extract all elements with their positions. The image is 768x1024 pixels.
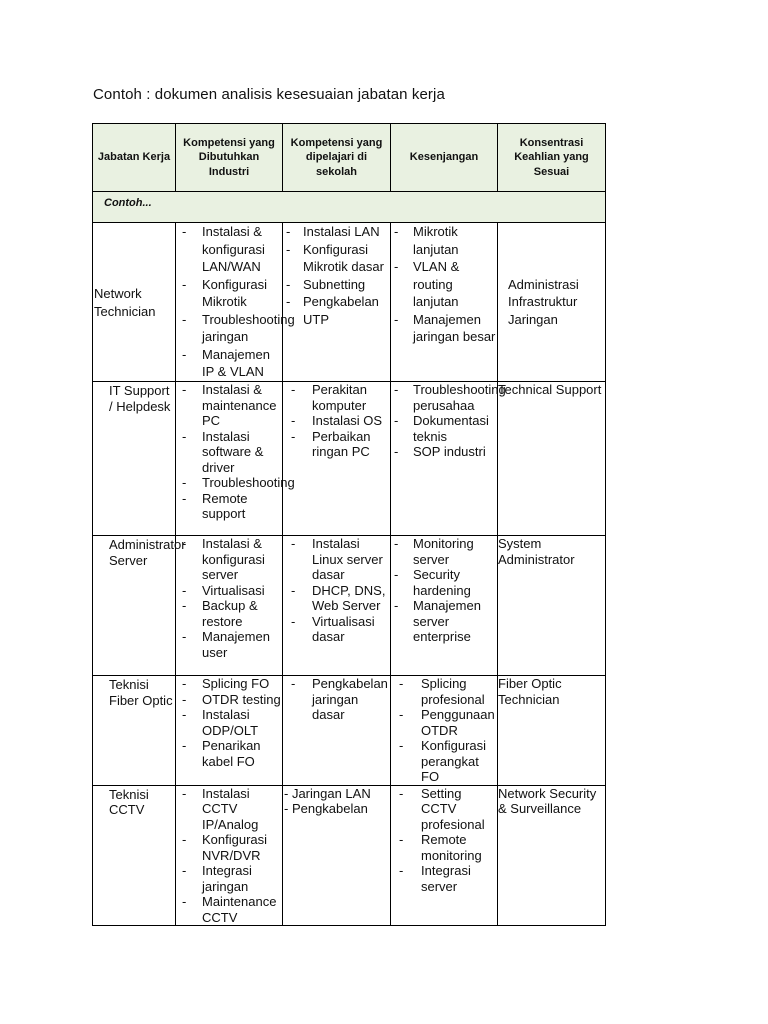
list-item: - Dokumentasi teknis bbox=[391, 413, 497, 444]
konsentrasi-cell: System Administrator bbox=[498, 536, 606, 676]
kesenjangan-cell bbox=[391, 536, 498, 676]
table-row bbox=[93, 536, 606, 676]
table-row bbox=[93, 676, 606, 786]
list-item: - Pengkabelan jaringan dasar bbox=[283, 676, 390, 723]
konsentrasi-cell: Administrasi Infrastruktur Jaringan bbox=[498, 223, 606, 382]
list-item: - Konfigurasi Mikrotik bbox=[176, 276, 282, 311]
jabatan-cell: Teknisi Fiber Optic bbox=[93, 676, 176, 786]
list-item: - Virtualisasi dasar bbox=[283, 614, 390, 645]
list-item: - Monitoring server bbox=[391, 536, 497, 567]
list-item: - Instalasi & konfigurasi server bbox=[176, 536, 282, 583]
sekolah-cell bbox=[283, 382, 391, 536]
list-item: - SOP industri bbox=[391, 444, 497, 460]
list-item: - Backup & restore bbox=[176, 598, 282, 629]
list-item: - Instalasi & maintenance PC bbox=[176, 382, 282, 429]
document-caption: Contoh : dokumen analisis kesesuaian jabatan kerja bbox=[93, 86, 445, 103]
list-item: - Perakitan komputer bbox=[283, 382, 390, 413]
list-item: - Security hardening bbox=[391, 567, 497, 598]
list-item: - Manajemen user bbox=[176, 629, 282, 660]
kesenjangan-cell bbox=[391, 676, 498, 786]
table-row bbox=[93, 382, 606, 536]
sekolah-cell bbox=[283, 676, 391, 786]
list-item: - Manajemen server enterprise bbox=[391, 598, 497, 645]
jabatan-cell: IT Support / Helpdesk bbox=[93, 382, 176, 536]
header-kompetensi-industri: Kompetensi yang Dibutuhkan Industri bbox=[176, 124, 283, 192]
list-item: - Instalasi Linux server dasar bbox=[283, 536, 390, 583]
plain-line: - Jaringan LAN bbox=[284, 785, 371, 801]
list-item: - Instalasi software & driver bbox=[176, 429, 282, 476]
table-row bbox=[93, 785, 606, 926]
list-item: - Manajemen IP & VLAN bbox=[176, 346, 282, 381]
list-item: - Instalasi CCTV IP/Analog bbox=[176, 786, 282, 833]
header-jabatan: Jabatan Kerja bbox=[93, 124, 176, 192]
list-item: - Instalasi ODP/OLT bbox=[176, 707, 282, 738]
list-item: - Subnetting bbox=[283, 276, 390, 294]
list-item: - Setting CCTV profesional bbox=[391, 786, 497, 833]
list-item: - Splicing FO bbox=[176, 676, 282, 692]
list-item: - Remote monitoring bbox=[391, 832, 497, 863]
industri-cell bbox=[176, 536, 283, 676]
list-item: - Troubleshooting jaringan bbox=[176, 311, 282, 346]
list-item: - Instalasi LAN bbox=[283, 223, 390, 241]
list-item: - Mikrotik lanjutan bbox=[391, 223, 497, 258]
list-item: - Perbaikan ringan PC bbox=[283, 429, 390, 460]
list-item: - Troubleshooting bbox=[176, 475, 282, 491]
list-item: - Manajemen jaringan besar bbox=[391, 311, 497, 346]
list-item: - Konfigurasi NVR/DVR bbox=[176, 832, 282, 863]
list-item: - Integrasi jaringan bbox=[176, 863, 282, 894]
list-item: - DHCP, DNS, Web Server bbox=[283, 583, 390, 614]
jabatan-cell: Teknisi CCTV bbox=[93, 785, 176, 926]
konsentrasi-cell: Technical Support bbox=[498, 382, 606, 536]
job-analysis-table bbox=[92, 123, 606, 926]
sekolah-cell bbox=[283, 223, 391, 382]
industri-cell bbox=[176, 785, 283, 926]
list-item: - Pengkabelan UTP bbox=[283, 293, 390, 328]
sekolah-cell bbox=[283, 785, 391, 926]
kesenjangan-cell bbox=[391, 382, 506, 536]
list-item: - Penarikan kabel FO bbox=[176, 738, 282, 769]
industri-cell bbox=[176, 676, 283, 786]
list-item: - Instalasi & konfigurasi LAN/WAN bbox=[176, 223, 282, 276]
plain-line: - Pengkabelan bbox=[284, 801, 368, 816]
list-item: - VLAN & routing lanjutan bbox=[391, 258, 497, 311]
list-item: - Remote support bbox=[176, 491, 282, 522]
sekolah-cell bbox=[283, 536, 391, 676]
konsentrasi-cell: Fiber Optic Technician bbox=[498, 676, 606, 786]
list-item: - Instalasi OS bbox=[283, 413, 390, 429]
header-kompetensi-sekolah: Kompetensi yang dipelajari di sekolah bbox=[283, 124, 391, 192]
industri-cell bbox=[176, 223, 295, 382]
list-item: - Splicing profesional bbox=[391, 676, 497, 707]
list-item: - OTDR testing bbox=[176, 692, 282, 708]
kesenjangan-cell bbox=[391, 785, 498, 926]
list-item: - Maintenance CCTV bbox=[176, 894, 282, 925]
header-kesenjangan: Kesenjangan bbox=[391, 124, 498, 192]
list-item: - Penggunaan OTDR bbox=[391, 707, 497, 738]
jabatan-cell: Administrator Server bbox=[93, 536, 176, 676]
kesenjangan-cell bbox=[391, 223, 498, 382]
list-item: - Troubleshooting perusahaa bbox=[391, 382, 497, 413]
contoh-label: Contoh... bbox=[93, 192, 606, 223]
header-row bbox=[93, 124, 606, 192]
industri-cell bbox=[176, 382, 295, 536]
contoh-row bbox=[93, 192, 606, 223]
list-item: - Integrasi server bbox=[391, 863, 497, 894]
jabatan-cell: Network Technician bbox=[93, 223, 176, 382]
list-item: - Virtualisasi bbox=[176, 583, 282, 599]
header-konsentrasi: Konsentrasi Keahlian yang Sesuai bbox=[498, 124, 606, 192]
list-item: - Konfigurasi Mikrotik dasar bbox=[283, 241, 390, 276]
table-row bbox=[93, 223, 606, 382]
list-item: - Konfigurasi perangkat FO bbox=[391, 738, 497, 785]
konsentrasi-cell: Network Security & Surveillance bbox=[498, 785, 606, 926]
